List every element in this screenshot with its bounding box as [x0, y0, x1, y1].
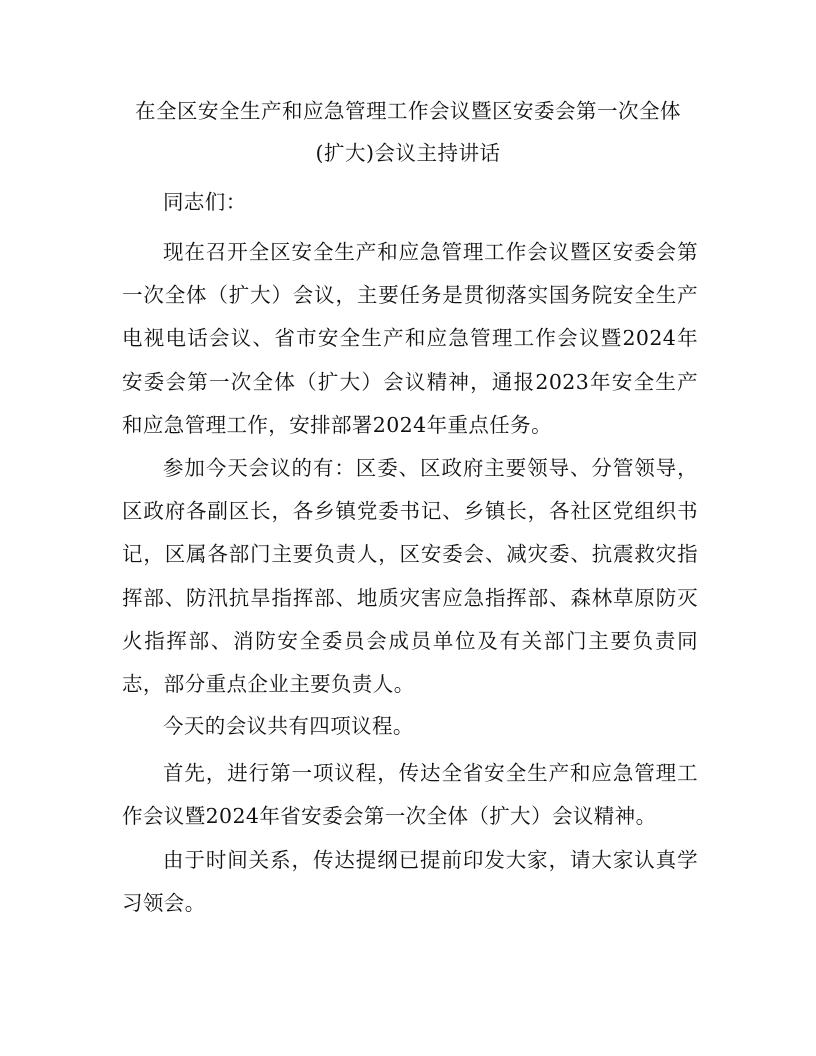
paragraph-attendees: 参加今天会议的有：区委、区政府主要领导、分管领导，区政府各副区长，各乡镇党委书记、乡镇长，各社区党组织书记，区属各部门主要负责人，区安委会、减灾委、抗震救灾指挥部、防汛抗旱指挥部、地质灾害应急指挥部、森林草原防灭火指挥部、消防安全委员会成员单位及有关部门主要负责同志，部分重点企业主要负责人。 [122, 456, 698, 697]
paragraph-first-agenda-item: 首先，进行第一项议程，传达全省安全生产和应急管理工作会议暨2024年省安委会第一次全体（扩大）会议精神。 [122, 761, 698, 829]
paragraph-outline-note: 由于时间关系，传达提纲已提前印发大家，请大家认真学习领会。 [122, 848, 698, 916]
document-title-line-1: 在全区安全生产和应急管理工作会议暨区安委会第一次全体 [135, 99, 681, 123]
paragraph-greeting: 同志们： [163, 190, 247, 214]
document-title-line-2: (扩大)会议主持讲话 [315, 141, 501, 165]
paragraph-meeting-purpose: 现在召开全区安全生产和应急管理工作会议暨区安委会第一次全体（扩大）会议，主要任务是贯彻落实国务院安全生产电视电话会议、省市安全生产和应急管理工作会议暨2024年安委会第一次全体（扩大）会议精神，通报2023年安全生产和应急管理工作，安排部署2024年重点任务。 [122, 240, 698, 437]
paragraph-agenda-count: 今天的会议共有四项议程。 [163, 714, 414, 738]
